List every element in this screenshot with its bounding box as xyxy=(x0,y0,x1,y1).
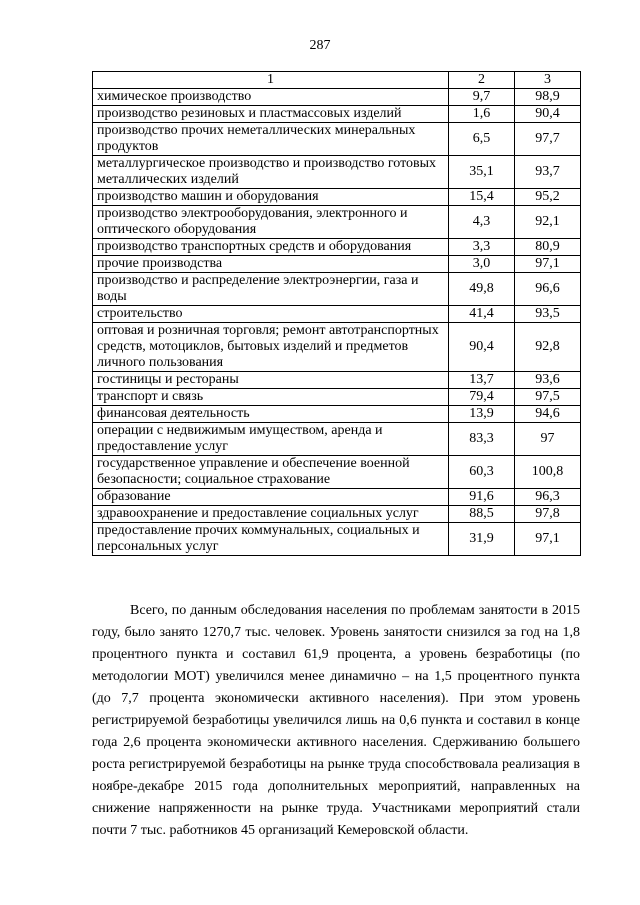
row-value-cell: 93,5 xyxy=(515,306,581,323)
row-value-cell: 100,8 xyxy=(515,456,581,489)
row-name-cell: прочие производства xyxy=(93,256,449,273)
row-value-cell: 97 xyxy=(515,423,581,456)
row-value-cell: 3,0 xyxy=(449,256,515,273)
row-name-cell: производство машин и оборудования xyxy=(93,189,449,206)
row-name-cell: здравоохранение и предоставление социальных услуг xyxy=(93,506,449,523)
table-row xyxy=(93,273,581,306)
table-row xyxy=(93,323,581,372)
table-row xyxy=(93,156,581,189)
table-row xyxy=(93,206,581,239)
table-row xyxy=(93,106,581,123)
row-value-cell: 97,1 xyxy=(515,256,581,273)
table-row xyxy=(93,406,581,423)
row-value-cell: 80,9 xyxy=(515,239,581,256)
row-value-cell: 91,6 xyxy=(449,489,515,506)
table-row xyxy=(93,256,581,273)
row-value-cell: 93,6 xyxy=(515,372,581,389)
row-name-cell: транспорт и связь xyxy=(93,389,449,406)
row-value-cell: 90,4 xyxy=(449,323,515,372)
row-value-cell: 31,9 xyxy=(449,523,515,556)
row-name-cell: гостиницы и рестораны xyxy=(93,372,449,389)
row-value-cell: 13,9 xyxy=(449,406,515,423)
row-value-cell: 79,4 xyxy=(449,389,515,406)
table-row xyxy=(93,306,581,323)
table-row xyxy=(93,523,581,556)
table-row xyxy=(93,506,581,523)
row-value-cell: 60,3 xyxy=(449,456,515,489)
row-name-cell: предоставление прочих коммунальных, социальных и персональных услуг xyxy=(93,523,449,556)
row-name-cell: металлургическое производство и производство готовых металлических изделий xyxy=(93,156,449,189)
row-name-cell: строительство xyxy=(93,306,449,323)
row-value-cell: 92,1 xyxy=(515,206,581,239)
row-name-cell: образование xyxy=(93,489,449,506)
table-row xyxy=(93,423,581,456)
row-value-cell: 97,1 xyxy=(515,523,581,556)
row-name-cell: производство прочих неметаллических минеральных продуктов xyxy=(93,123,449,156)
row-value-cell: 3,3 xyxy=(449,239,515,256)
row-name-cell: операции с недвижимым имуществом, аренда и предоставление услуг xyxy=(93,423,449,456)
row-value-cell: 49,8 xyxy=(449,273,515,306)
table-row xyxy=(93,123,581,156)
row-name-cell: государственное управление и обеспечение военной безопасности; социальное страхование xyxy=(93,456,449,489)
row-value-cell: 96,6 xyxy=(515,273,581,306)
row-name-cell: оптовая и розничная торговля; ремонт автотранспортных средств, мотоциклов, бытовых изделий и предметов личного пользования xyxy=(93,323,449,372)
row-name-cell: химическое производство xyxy=(93,89,449,106)
row-name-cell: производство и распределение электроэнергии, газа и воды xyxy=(93,273,449,306)
row-value-cell: 90,4 xyxy=(515,106,581,123)
column-header: 1 xyxy=(93,72,449,89)
table-row xyxy=(93,372,581,389)
row-value-cell: 1,6 xyxy=(449,106,515,123)
row-value-cell: 92,8 xyxy=(515,323,581,372)
row-value-cell: 35,1 xyxy=(449,156,515,189)
row-value-cell: 83,3 xyxy=(449,423,515,456)
row-name-cell: производство резиновых и пластмассовых изделий xyxy=(93,106,449,123)
row-value-cell: 98,9 xyxy=(515,89,581,106)
column-header: 2 xyxy=(449,72,515,89)
table-row xyxy=(93,189,581,206)
row-value-cell: 4,3 xyxy=(449,206,515,239)
table-header-row xyxy=(93,72,581,89)
table-row xyxy=(93,456,581,489)
row-value-cell: 94,6 xyxy=(515,406,581,423)
column-header: 3 xyxy=(515,72,581,89)
table-row xyxy=(93,389,581,406)
data-table xyxy=(92,71,581,556)
table-row xyxy=(93,89,581,106)
row-value-cell: 96,3 xyxy=(515,489,581,506)
row-value-cell: 15,4 xyxy=(449,189,515,206)
row-value-cell: 97,8 xyxy=(515,506,581,523)
row-value-cell: 9,7 xyxy=(449,89,515,106)
row-value-cell: 13,7 xyxy=(449,372,515,389)
row-value-cell: 6,5 xyxy=(449,123,515,156)
table-row xyxy=(93,239,581,256)
row-value-cell: 88,5 xyxy=(449,506,515,523)
body-paragraph: Всего, по данным обследования населения по проблемам занятости в 2015 году, было занято 1270,7 тыс. человек. Уровень занятости снизился за год на 1,8 процентного пункта и составил 61,9 процента, а уровень безработицы (по методологии МОТ) увеличился менее динамично – на 1,5 процентного пункта (до 7,7 процента экономически активного населения). При этом уровень регистрируемой безработицы увеличился лишь на 0,6 пункта и составил в конце года 2,6 процента экономически активного населения. Сдерживанию большего роста регистрируемой безработицы на рынке труда способствовала реализация в ноябре-декабре 2015 года дополнительных мероприятий, направленных на снижение напряженности на рынке труда. Участниками мероприятий стали почти 7 тыс. работников 45 организаций Кемеровской области. xyxy=(92,603,580,838)
row-value-cell: 93,7 xyxy=(515,156,581,189)
page-number: 287 xyxy=(309,38,331,53)
row-value-cell: 95,2 xyxy=(515,189,581,206)
row-value-cell: 41,4 xyxy=(449,306,515,323)
row-name-cell: производство электрооборудования, электронного и оптического оборудования xyxy=(93,206,449,239)
row-name-cell: финансовая деятельность xyxy=(93,406,449,423)
row-value-cell: 97,7 xyxy=(515,123,581,156)
row-value-cell: 97,5 xyxy=(515,389,581,406)
table-row xyxy=(93,489,581,506)
row-name-cell: производство транспортных средств и оборудования xyxy=(93,239,449,256)
